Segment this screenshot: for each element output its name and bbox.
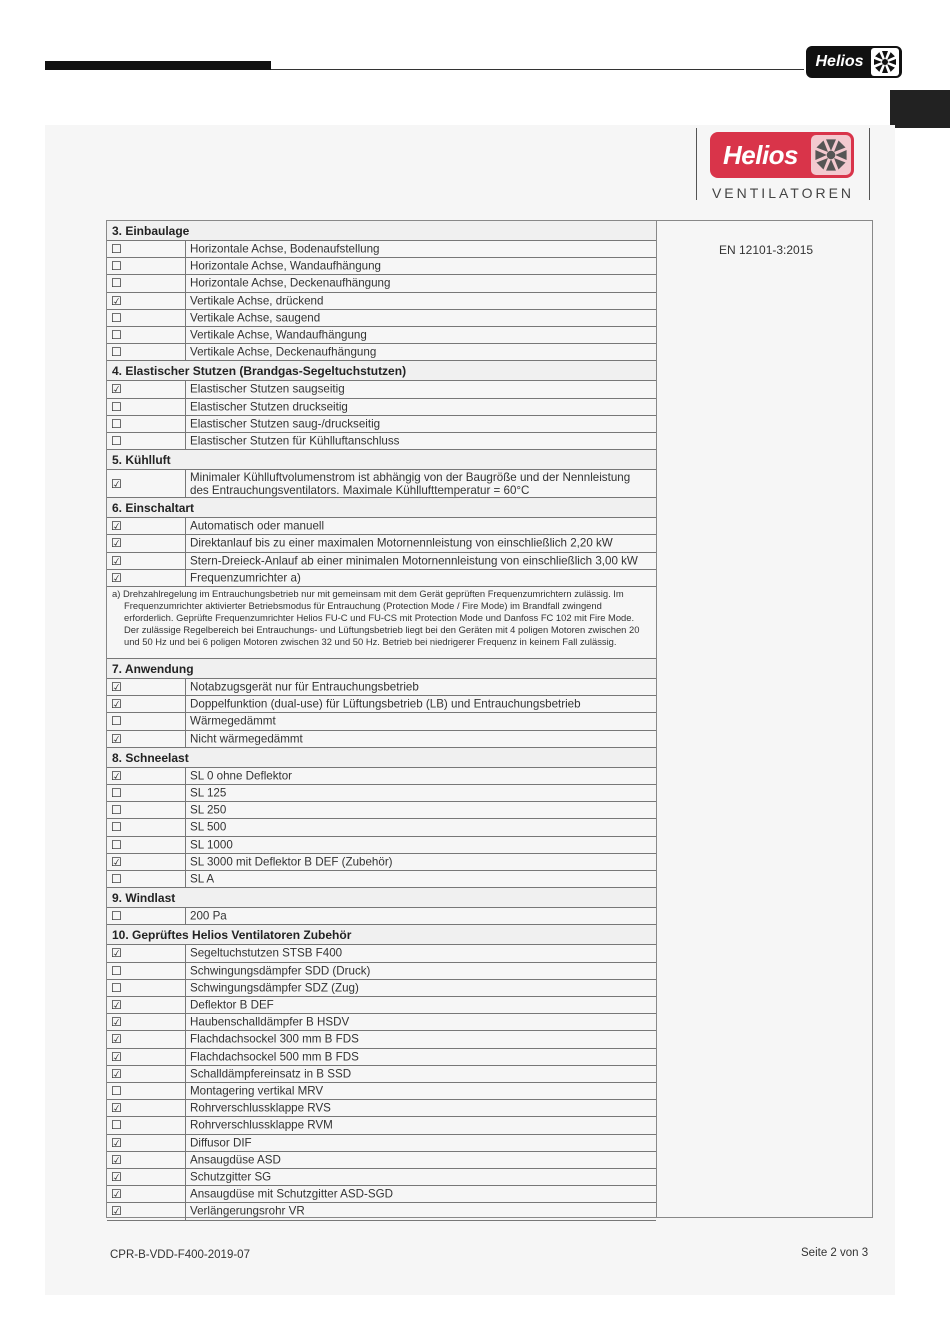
row-label: Segeltuchstutzen STSB F400 (190, 946, 343, 960)
table-row (107, 518, 656, 535)
row-label: Schutzgitter SG (190, 1170, 272, 1184)
checkbox-empty-icon: ☐ (107, 1083, 186, 1099)
checkbox-checked-icon: ☑ (107, 679, 186, 695)
table-row (107, 535, 656, 552)
checkbox-checked-icon: ☑ (107, 731, 186, 747)
checkbox-checked-icon: ☑ (107, 1031, 186, 1047)
row-label: Rohrverschlussklappe RVS (190, 1101, 331, 1115)
row-label: SL 500 (190, 820, 227, 834)
row-label: Vertikale Achse, Wandaufhängung (190, 328, 367, 342)
row-label: Ansaugdüse mit Schutzgitter ASD-SGD (190, 1187, 393, 1201)
row-label: Notabzugsgerät nur für Entrauchungsbetrieb (190, 680, 419, 694)
document-id: CPR-B-VDD-F400-2019-07 (110, 1249, 250, 1261)
table-row (107, 241, 656, 258)
table-row (107, 433, 656, 450)
row-label: SL 125 (190, 786, 227, 800)
checkbox-empty-icon: ☐ (107, 819, 186, 835)
checkbox-checked-icon: ☑ (107, 768, 186, 784)
header-rule (271, 69, 804, 70)
table-row (107, 837, 656, 854)
checkbox-empty-icon: ☐ (107, 433, 186, 449)
header-logo (806, 46, 902, 78)
table-row (107, 802, 656, 819)
checkbox-empty-icon: ☐ (107, 241, 186, 257)
row-label: Schwingungsdämpfer SDZ (Zug) (190, 981, 359, 995)
row-label: Vertikale Achse, saugend (190, 311, 321, 325)
row-label: Flachdachsockel 300 mm B FDS (190, 1032, 359, 1046)
brand-tagline: VENTILATOREN (711, 185, 855, 201)
table-row (107, 731, 656, 748)
checkbox-checked-icon: ☑ (107, 381, 186, 397)
fan-icon (811, 135, 851, 175)
checkbox-checked-icon: ☑ (107, 470, 186, 497)
table-row (107, 258, 656, 275)
checkbox-empty-icon: ☐ (107, 908, 186, 924)
table-row (107, 293, 656, 310)
checkbox-checked-icon: ☑ (107, 1100, 186, 1116)
table-row (107, 945, 656, 962)
spec-table (106, 220, 873, 1218)
row-label: Montagering vertikal MRV (190, 1084, 324, 1098)
table-row (107, 819, 656, 836)
table-row (107, 344, 656, 361)
table-row (107, 1186, 656, 1203)
row-label: Deflektor B DEF (190, 998, 274, 1012)
checkbox-empty-icon: ☐ (107, 344, 186, 360)
table-row (107, 963, 656, 980)
row-label: Elastischer Stutzen druckseitig (190, 400, 348, 414)
row-label: Wärmegedämmt (190, 714, 276, 728)
row-label: Schwingungsdämpfer SDD (Druck) (190, 964, 371, 978)
checkbox-checked-icon: ☑ (107, 518, 186, 534)
table-row (107, 854, 656, 871)
checkbox-empty-icon: ☐ (107, 275, 186, 291)
table-row (107, 696, 656, 713)
row-label: Vertikale Achse, Deckenaufhängung (190, 345, 377, 359)
row-label: Diffusor DIF (190, 1136, 252, 1150)
page-tab-marker (890, 90, 950, 128)
row-label: Elastischer Stutzen saug-/druckseitig (190, 417, 381, 431)
checkbox-empty-icon: ☐ (107, 310, 186, 326)
checkbox-checked-icon: ☑ (107, 570, 186, 586)
section-heading: 7. Anwendung (107, 659, 656, 679)
table-row (107, 1152, 656, 1169)
table-row (107, 327, 656, 344)
section-heading: 10. Geprüftes Helios Ventilatoren Zubehör (107, 925, 656, 945)
checkbox-empty-icon: ☐ (107, 802, 186, 818)
row-label: SL 0 ohne Deflektor (190, 769, 293, 783)
checkbox-empty-icon: ☐ (107, 980, 186, 996)
checkbox-empty-icon: ☐ (107, 258, 186, 274)
checkbox-checked-icon: ☑ (107, 1203, 186, 1219)
checkbox-checked-icon: ☑ (107, 553, 186, 569)
table-row (107, 381, 656, 398)
checkbox-checked-icon: ☑ (107, 1152, 186, 1168)
row-label: Frequenzumrichter a) (190, 571, 301, 585)
section-heading: 3. Einbaulage (107, 221, 656, 241)
checkbox-checked-icon: ☑ (107, 1066, 186, 1082)
table-row (107, 1049, 656, 1066)
row-label: Ansaugdüse ASD (190, 1153, 281, 1167)
checkbox-empty-icon: ☐ (107, 963, 186, 979)
table-row (107, 785, 656, 802)
header-logo-word: Helios (815, 53, 864, 70)
row-label: SL 250 (190, 803, 227, 817)
table-row (107, 1135, 656, 1152)
checkbox-checked-icon: ☑ (107, 1014, 186, 1030)
row-label: Elastischer Stutzen für Kühlluftanschluss (190, 434, 400, 448)
footnote: a) Drehzahlregelung im Entrauchungsbetrieb nur mit gemeinsam mit dem Gerät geprüften Frequenzumrichtern zulässig. Im Frequenzumrichter aktivierter Betriebsmodus für Entrauchung (Protection Mode / Fire Mode) im Brandfall zwingend erforderlich. Geprüfte Frequenzumrichter Helios FU-C und FU-CS mit Protection Mode und Danfoss FC 102 mit Fire Mode. Der zulässige Regelbereich bei Entrauchungs- und Lüftungsbetrieb liegt bei den Geräten mit 4 poligen Motoren zwischen 20 und 50 Hz und bei 6 poligen Motoren zwischen 32 und 50 Hz. Betrieb bei niedrigerer Frequenz in keinem Fall zulässig. (107, 587, 656, 659)
brand-logo (696, 128, 870, 200)
table-row (107, 1083, 656, 1100)
table-row (107, 1066, 656, 1083)
row-label: Doppelfunktion (dual-use) für Lüftungsbetrieb (LB) und Entrauchungsbetrieb (190, 697, 581, 711)
row-label: Horizontale Achse, Deckenaufhängung (190, 276, 391, 290)
checkbox-empty-icon: ☐ (107, 327, 186, 343)
table-row (107, 399, 656, 416)
row-label: Vertikale Achse, drückend (190, 294, 324, 308)
row-label: Direktanlauf bis zu einer maximalen Motornennleistung von einschließlich 2,20 kW (190, 536, 613, 550)
row-label: SL 3000 mit Deflektor B DEF (Zubehör) (190, 855, 393, 869)
checkbox-checked-icon: ☑ (107, 997, 186, 1013)
row-label: Stern-Dreieck-Anlauf ab einer minimalen Motornennleistung von einschließlich 3,00 kW (190, 554, 638, 568)
table-row (107, 1031, 656, 1048)
row-label: Minimaler Kühlluftvolumenstrom ist abhängig von der Baugröße und der Nennleistung des Entrauchungsventilators. Maximale Kühllufttemperatur = 60°C (190, 470, 631, 497)
table-row (107, 1014, 656, 1031)
row-label: Haubenschalldämpfer B HSDV (190, 1015, 350, 1029)
table-row (107, 997, 656, 1014)
table-row (107, 1203, 656, 1220)
row-label: 200 Pa (190, 909, 227, 923)
table-row (107, 908, 656, 925)
section-heading: 9. Windlast (107, 888, 656, 908)
table-row (107, 713, 656, 730)
checkbox-empty-icon: ☐ (107, 713, 186, 729)
section-heading: 6. Einschaltart (107, 498, 656, 518)
row-label: Horizontale Achse, Bodenaufstellung (190, 242, 380, 256)
table-row (107, 768, 656, 785)
checkbox-checked-icon: ☑ (107, 1049, 186, 1065)
row-label: Verlängerungsrohr VR (190, 1204, 305, 1218)
section-heading: 5. Kühlluft (107, 450, 656, 470)
row-label: Elastischer Stutzen saugseitig (190, 382, 345, 396)
table-row (107, 1169, 656, 1186)
table-row (107, 871, 656, 888)
row-label: SL 1000 (190, 838, 233, 852)
row-label: Flachdachsockel 500 mm B FDS (190, 1050, 359, 1064)
table-row (107, 1117, 656, 1134)
table-row (107, 553, 656, 570)
table-row (107, 1100, 656, 1117)
row-label: Nicht wärmegedämmt (190, 732, 303, 746)
table-row (107, 470, 656, 498)
page-number: Seite 2 von 3 (801, 1247, 869, 1259)
checkbox-checked-icon: ☑ (107, 696, 186, 712)
brand-logo-word: Helios (722, 139, 799, 170)
checkbox-checked-icon: ☑ (107, 854, 186, 870)
checkbox-checked-icon: ☑ (107, 1135, 186, 1151)
table-row (107, 310, 656, 327)
table-row (107, 679, 656, 696)
row-label: Rohrverschlussklappe RVM (190, 1118, 333, 1132)
checkbox-empty-icon: ☐ (107, 1117, 186, 1133)
checkbox-checked-icon: ☑ (107, 535, 186, 551)
checkbox-empty-icon: ☐ (107, 871, 186, 887)
row-label: Schalldämpfereinsatz in B SSD (190, 1067, 352, 1081)
row-label: Automatisch oder manuell (190, 519, 325, 533)
table-row (107, 980, 656, 997)
brand-logo-badge (710, 132, 854, 178)
checkbox-checked-icon: ☑ (107, 1169, 186, 1185)
row-label: Horizontale Achse, Wandaufhängung (190, 259, 381, 273)
table-row (107, 275, 656, 292)
checkbox-checked-icon: ☑ (107, 293, 186, 309)
standard-reference: EN 12101-3:2015 (719, 243, 814, 257)
table-row (107, 570, 656, 587)
checkbox-empty-icon: ☐ (107, 399, 186, 415)
fan-icon (871, 48, 899, 76)
header-bar (45, 61, 271, 70)
checkbox-empty-icon: ☐ (107, 785, 186, 801)
checkbox-checked-icon: ☑ (107, 945, 186, 961)
row-label: SL A (190, 872, 215, 886)
checkbox-empty-icon: ☐ (107, 837, 186, 853)
section-heading: 4. Elastischer Stutzen (Brandgas-Segeltuchstutzen) (107, 361, 656, 381)
checkbox-empty-icon: ☐ (107, 416, 186, 432)
table-row (107, 416, 656, 433)
section-heading: 8. Schneelast (107, 748, 656, 768)
checkbox-checked-icon: ☑ (107, 1186, 186, 1202)
